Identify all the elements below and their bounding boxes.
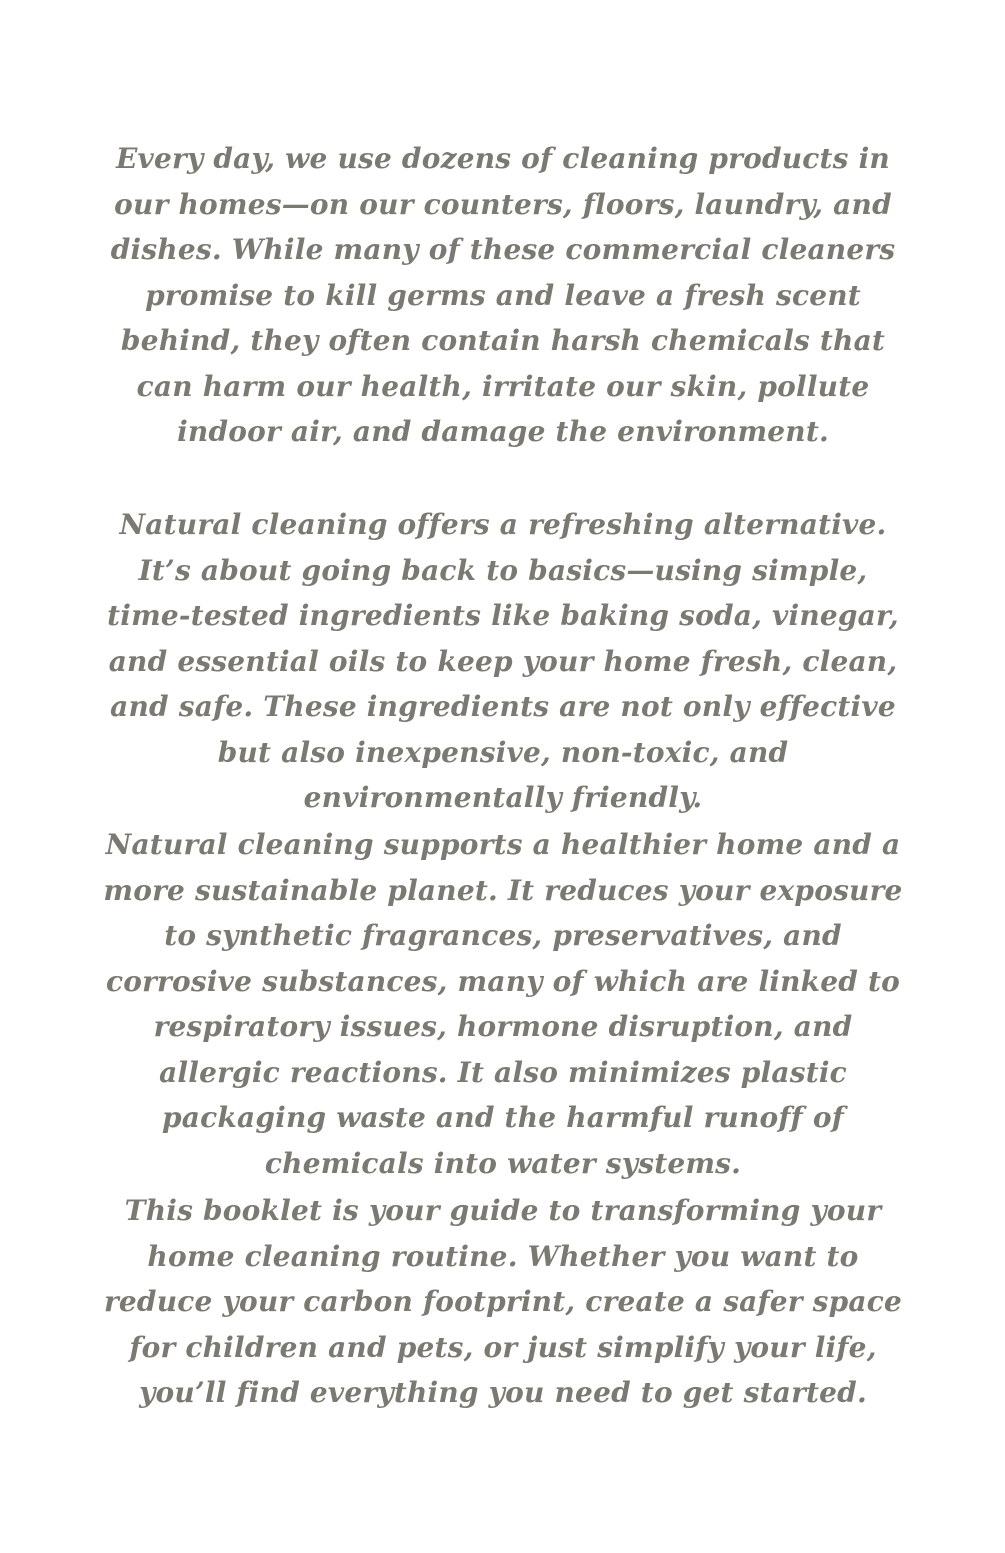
booklet-guide-paragraph: This booklet is your guide to transforming your home cleaning routine. Whether you want to reduce your carbon footprint, create a safer space for children and pets, or just simplify your life, you’ll find everything you need to get started. bbox=[103, 1194, 903, 1409]
benefits-paragraph: Natural cleaning supports a healthier home and a more sustainable planet. It reduces your exposure to synthetic fragrances, preservatives, and corrosive substances, many of which are linked to respiratory issues, hormone disruption, and allergic reactions. It also minimizes plastic packaging waste and the harmful runoff of chemicals into water systems. bbox=[103, 828, 903, 1180]
intro-paragraph: Every day, we use dozens of cleaning products in our homes—on our counters, floors, laundry, and dishes. While many of these commercial cleaners promise to kill germs and leave a fresh scent behind, they often contain harsh chemicals that can harm our health, irritate our skin, pollute indoor air, and damage the environment. bbox=[110, 142, 896, 448]
natural-cleaning-paragraph: Natural cleaning offers a refreshing alternative. It’s about going back to basics—using simple, time-tested ingredients like baking soda, vinegar, and essential oils to keep your home fresh, clean, and safe. These ingredients are not only effective but also inexpensive, non-toxic, and environmentally friendly. bbox=[107, 508, 899, 814]
